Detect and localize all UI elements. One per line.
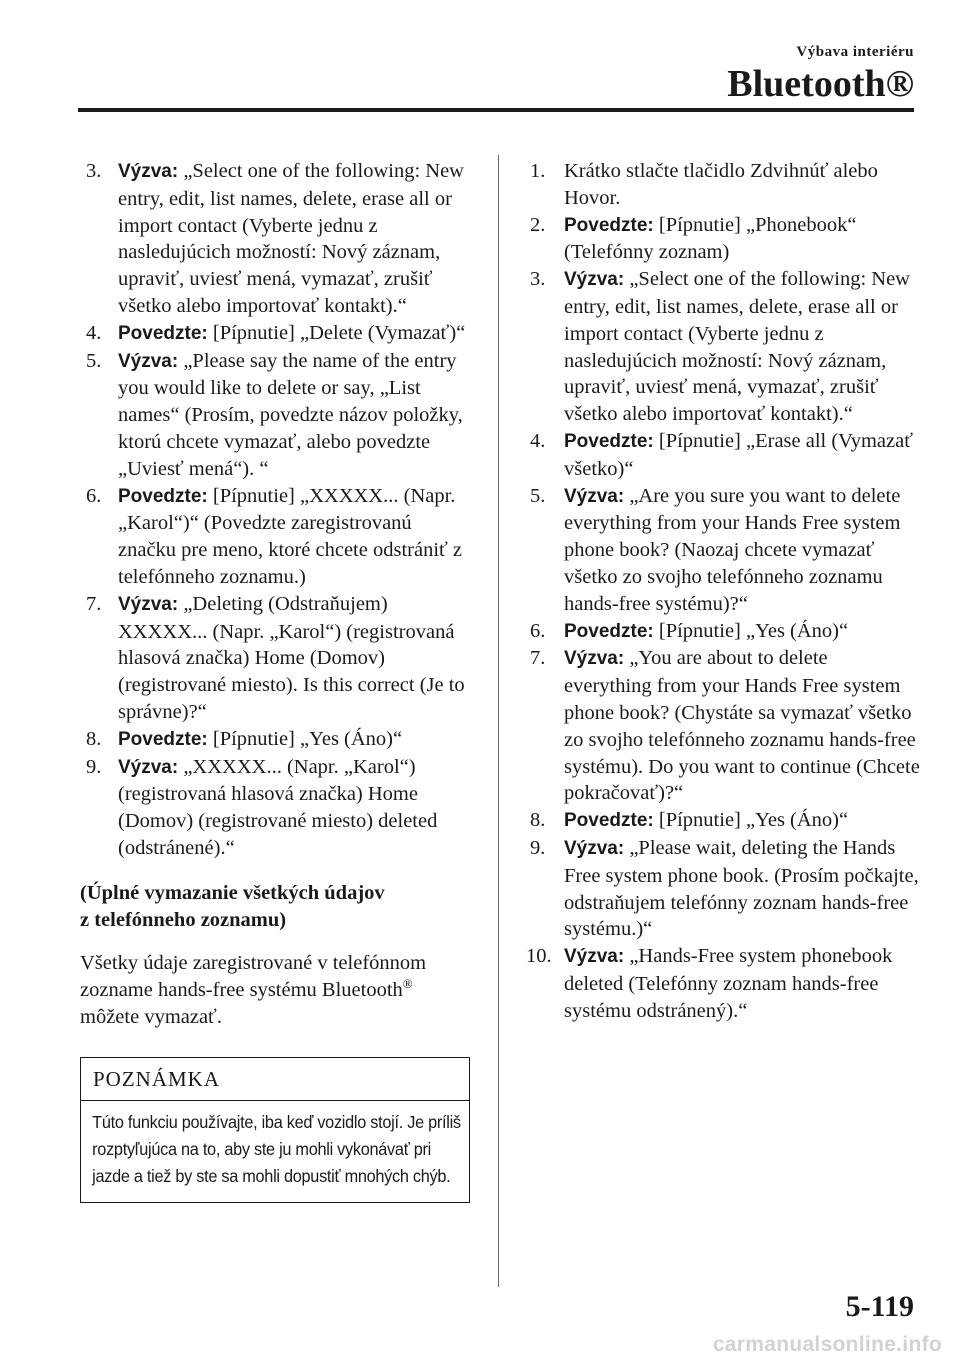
step-label: Výzva: [118,161,179,182]
step-text: „Hands-Free system phonebook deleted (Telefónny zoznam hands-free systému odstránený).“ [564,945,893,1022]
step-label: Výzva: [564,837,625,859]
page-title: Bluetooth® [727,63,914,105]
list-item [80,591,472,726]
watermark[interactable]: carmanualsonline.info [712,1333,942,1356]
step-label: Povedzte: [118,322,208,344]
list-item [80,348,472,483]
list-item [526,943,920,1024]
list-item [526,807,920,835]
step-number: 7. [530,647,546,670]
column-divider [498,155,499,1287]
paragraph-text: Všetky údaje zaregistrované v telefónnom zozname hands-free systému Bluetooth [80,951,427,1001]
section-heading-line: (Úplné vymazanie všetkých údajov [80,881,385,904]
registered-mark: ® [402,975,413,991]
step-text: [Pípnutie] „Yes (Áno)“ [658,619,849,642]
step-number: 5. [86,349,102,372]
list-item [526,835,920,943]
step-label: Výzva: [118,756,179,778]
step-number: 4. [86,321,102,344]
step-label: Povedzte: [564,214,654,236]
step-text: [Pípnutie] „Phonebook“ (Telefónny zoznam) [564,213,857,264]
step-text: „Select one of the following: New entry, edit, list names, delete, erase all or import contact (Vyberte jednu z nasledujúcich možností: Nový záznam, upraviť, uviesť mená, vymazať, zrušiť všetko alebo importovať kontakt).“ [564,268,910,426]
step-number: 3. [530,268,546,291]
step-label: Výzva: [564,269,625,291]
step-text: [Pípnutie] „XXXXX... (Napr. „Karol“)“ (Povedzte zaregistrovanú značku pre meno, ktoré chcete odstrániť z telefónneho zoznamu.) [118,484,463,588]
page-number: 5-119 [845,1290,914,1323]
step-text: „Please say the name of the entry you would like to delete or say, „List names“ (Prosím, povedzte názov položky, ktorú chcete vymazať, alebo povedzte „Uviesť mená“). “ [118,349,463,480]
step-text: „Are you sure you want to delete everything from your Hands Free system phone book? (Naozaj chcete vymazať všetko zo svojho telefónneho zoznamu hands-free systému)?“ [564,484,901,615]
step-text: „Select one of the following: New entry, edit, list names, delete, erase all or import contact (Vyberte jednu z nasledujúcich možností: Nový záznam, upraviť, uviesť mená, vymazať, zrušiť všetko alebo importovať kontakt).“ [118,160,464,317]
step-text: „You are about to delete everything from your Hands Free system phone book? (Chystáte sa vymazať všetko zo svojho telefónneho zoznamu hands-free systému). Do you want to continue (Chcete pokračovať)?“ [564,647,920,805]
step-label: Výzva: [564,946,625,968]
section-heading-line: z telefónneho zoznamu) [80,908,287,931]
step-number: 10. [526,945,552,968]
list-item [526,618,920,646]
step-number: 2. [530,213,546,236]
step-number: 5. [530,484,546,507]
step-text: „XXXXX... (Napr. „Karol“) (registrovaná hlasová značka) Home (Domov) (registrované miesto) deleted (odstránené).“ [118,755,438,859]
step-text: [Pípnutie] „Yes (Áno)“ [658,809,849,832]
step-number: 9. [530,836,546,859]
step-number: 6. [530,619,546,642]
step-label: Povedzte: [118,485,208,507]
paragraph-end: môžete vymazať. [80,1005,222,1028]
step-label: Výzva: [118,350,179,372]
step-number: 3. [86,160,102,182]
step-number: 8. [530,809,546,832]
note-text: Túto funkciu používajte, iba keď vozidlo stojí. Je príliš rozptyľujúca na to, aby ste ju mohli vykonávať pri jazde a tiež by ste sa mohli dopustiť mnohých chýb. [92,1111,461,1186]
step-text: Krátko stlačte tlačidlo Zdvihnúť alebo Hovor. [564,160,878,209]
step-label: Povedzte: [564,620,654,642]
list-item [80,158,472,320]
list-item [80,754,472,862]
section-label: Výbava interiéru [796,44,914,60]
body-paragraph [80,950,472,1031]
list-item [526,483,920,618]
step-text: „Deleting (Odstraňujem) XXXXX... (Napr. „Karol“) (registrovaná hlasová značka) Home (Domov) (registrované miesto). Is this correct (Je to správne)?“ [118,592,465,723]
step-label: Výzva: [564,485,625,507]
step-label: Povedzte: [564,810,654,832]
list-item [80,320,472,348]
list-item [526,428,920,483]
list-item [80,483,472,591]
step-number: 4. [530,429,546,452]
step-text: [Pípnutie] „Delete (Vymazať)“ [212,321,466,344]
step-number: 6. [86,484,102,507]
left-steps [80,158,472,862]
step-number: 9. [86,755,102,778]
list-item [80,726,472,754]
step-label: Výzva: [564,648,625,670]
note-title: POZNÁMKA [81,1058,469,1101]
list-item [526,158,920,212]
list-item [526,212,920,267]
right-column [526,158,920,1025]
note-box [80,1057,470,1203]
section-heading [80,880,472,934]
step-label: Povedzte: [564,430,654,452]
step-text: [Pípnutie] „Erase all (Vymazať všetko)“ [564,429,913,480]
step-number: 8. [86,727,102,750]
step-label: Povedzte: [118,728,208,750]
header-rule [78,108,914,112]
list-item [526,645,920,807]
step-number: 1. [530,160,546,182]
step-label: Výzva: [118,593,179,615]
step-number: 7. [86,592,102,615]
list-item [526,266,920,428]
step-text: „Please wait, deleting the Hands Free system phone book. (Prosím počkajte, odstraňujem telefónny zoznam hands-free systému.)“ [564,836,919,941]
left-column [80,158,472,1203]
step-text: [Pípnutie] „Yes (Áno)“ [212,727,403,750]
